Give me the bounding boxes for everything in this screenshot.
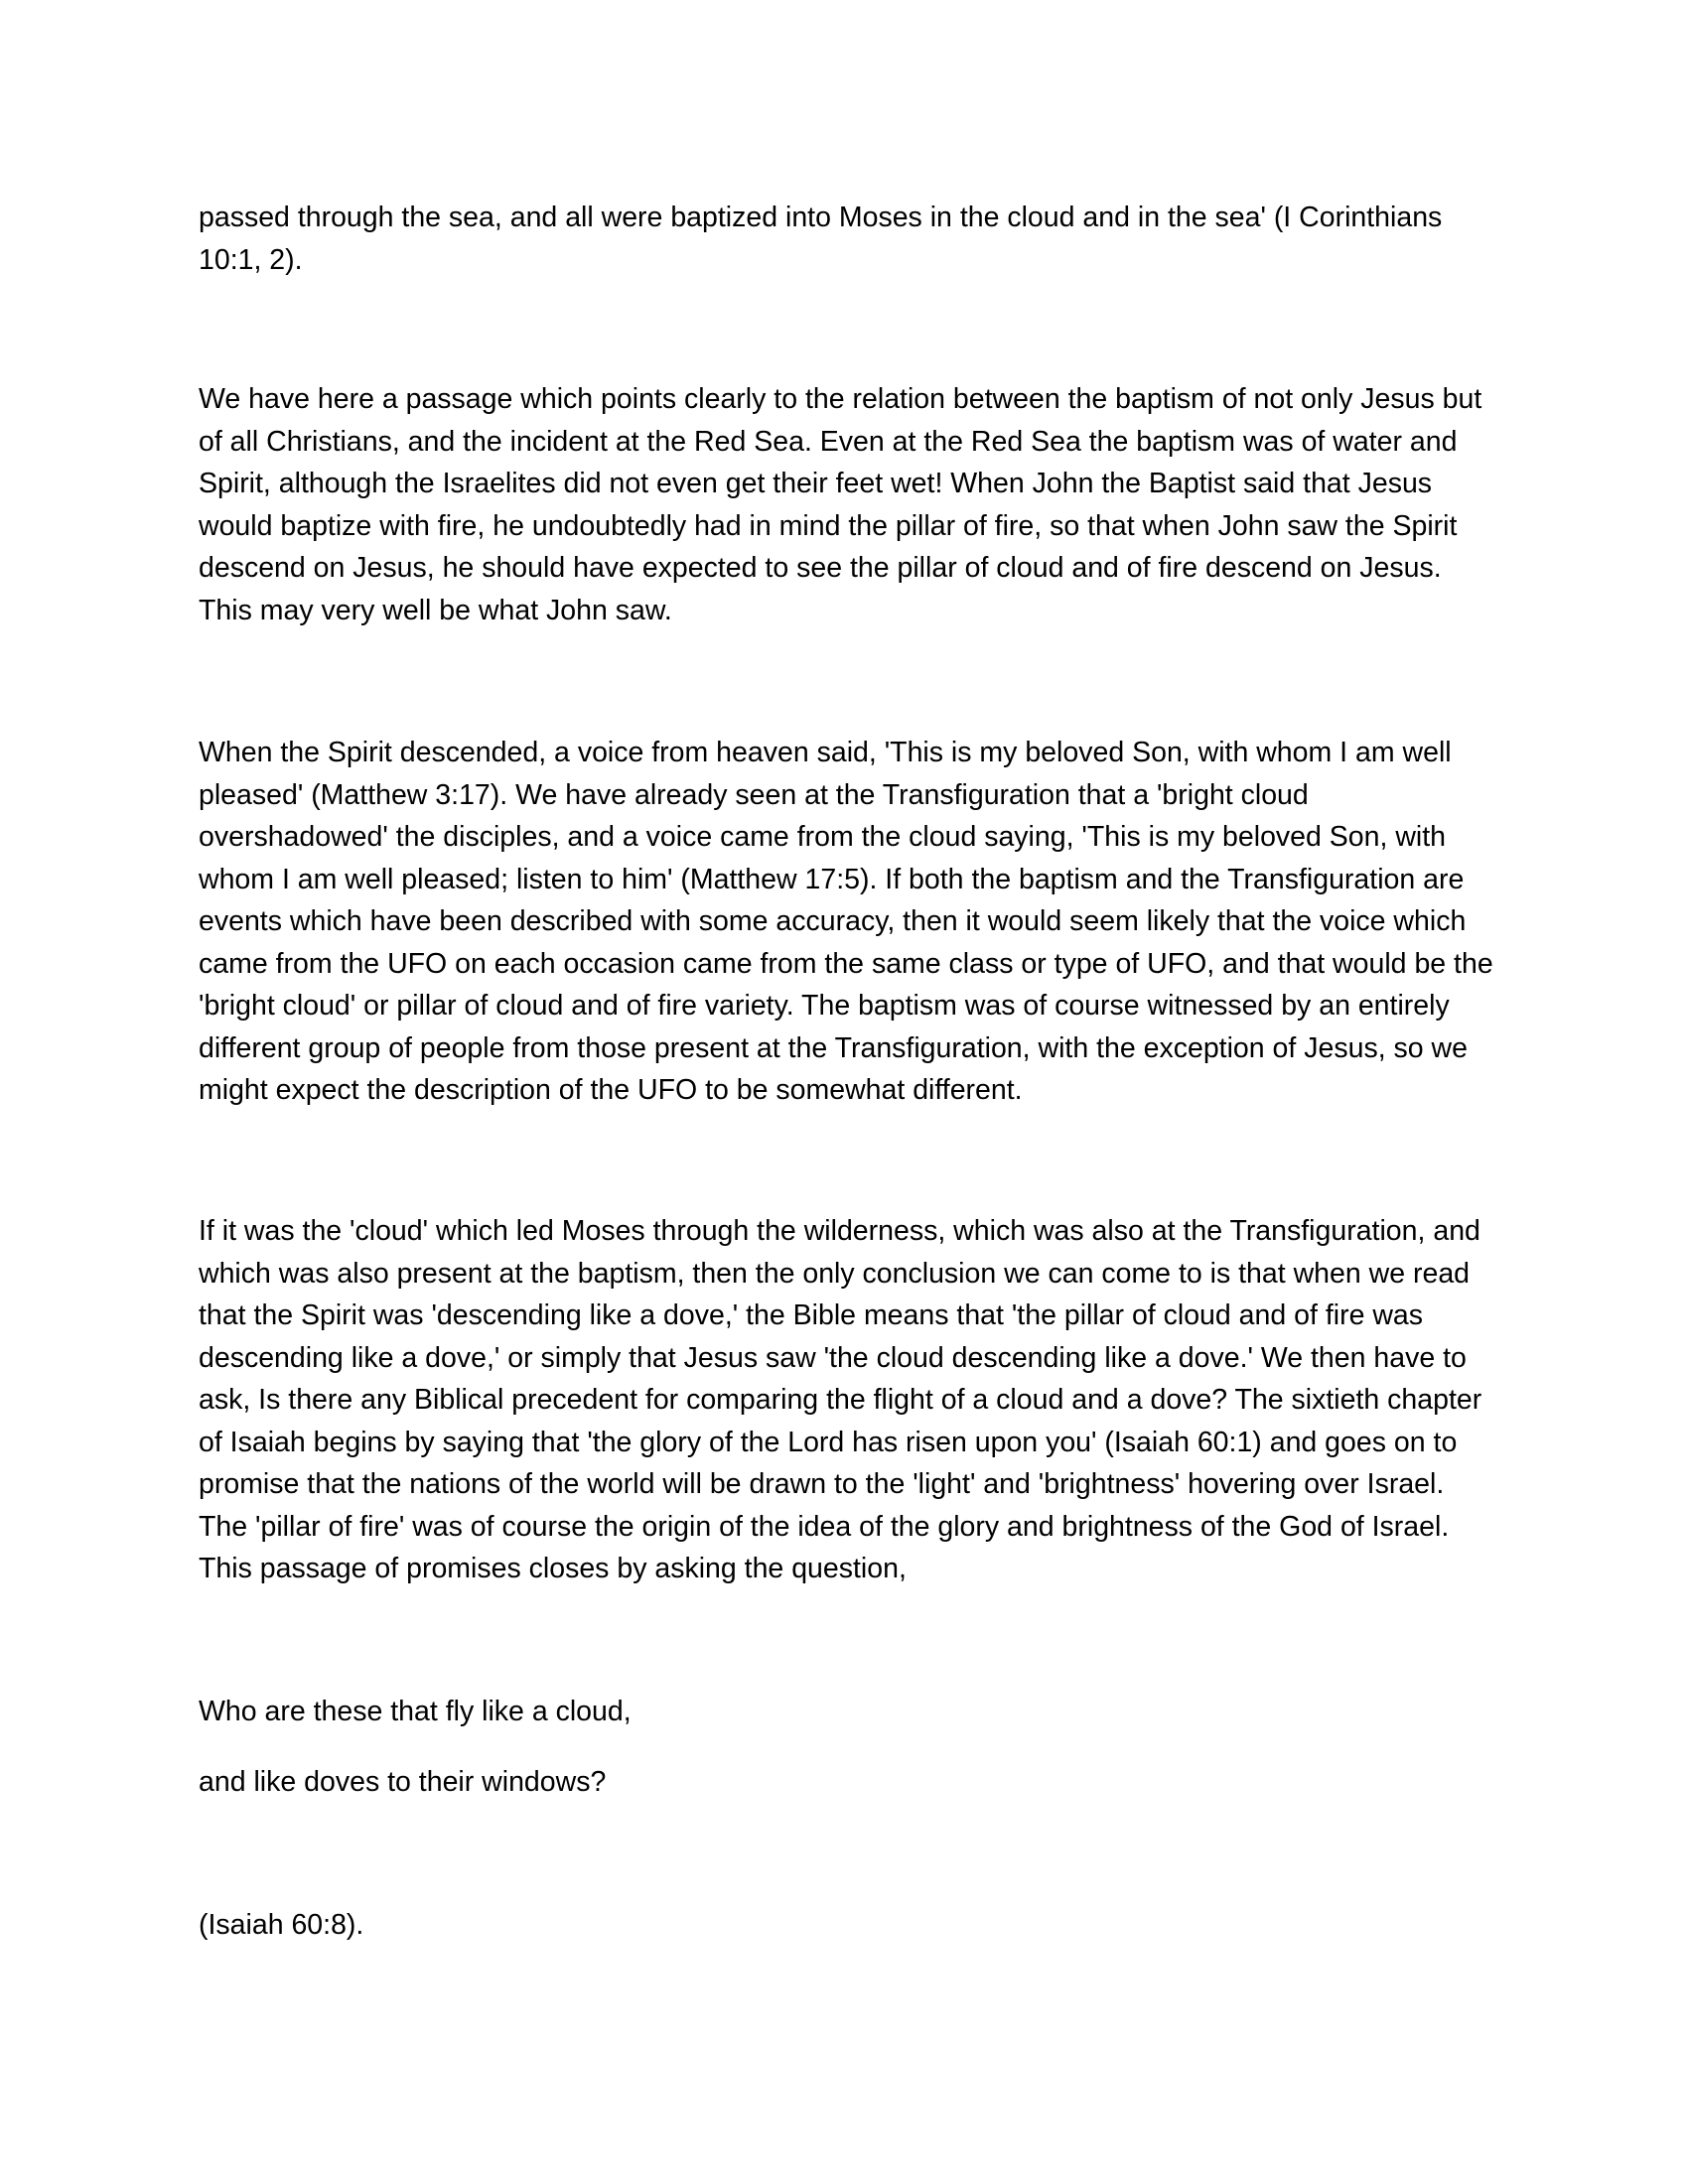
paragraph-red-sea-baptism: We have here a passage which points clearly to the relation between the baptism of not only Jesus but of all Christians, and the incident at the Red Sea. Even at the Red Sea the baptism was of water and Spirit, although the Israelites did not even get their feet wet! When John the Baptist said that Jesus would baptize with fire, he undoubtedly had in mind the pillar of fire, so that when John saw the Spirit descend on Jesus, he should have expected to see the pillar of cloud and of fire descend on Jesus. This may very well be what John saw. — [199, 383, 1482, 626]
verse-citation: (Isaiah 60:8). — [199, 1909, 364, 1941]
verse-line-2: and like doves to their windows? — [199, 1766, 607, 1798]
paragraph-cloud-like-dove: If it was the 'cloud' which led Moses through the wilderness, which was also at the Transfiguration, and which was also present at the baptism, then the only conclusion we can come to is that when we read that the Spirit was 'descending like a dove,' the Bible means that 'the pillar of cloud and of fire was descending like a dove,' or simply that Jesus saw 'the cloud descending like a dove.' We then have to ask, Is there any Biblical precedent for comparing the flight of a cloud and a dove? The sixtieth chapter of Isaiah begins by saying that 'the glory of the Lord has risen upon you' (Isaiah 60:1) and goes on to promise that the nations of the world will be drawn to the 'light' and 'brightness' hovering over Israel. The 'pillar of fire' was of course the origin of the idea of the glory and brightness of the God of Israel. This passage of promises closes by asking the question, — [199, 1215, 1482, 1584]
verse-line-1: Who are these that fly like a cloud, — [199, 1696, 632, 1727]
paragraph-corinthians-quote: passed through the sea, and all were baptized into Moses in the cloud and in the sea' (I Corinthians 10:1, 2). — [199, 202, 1443, 276]
paragraph-voice-from-heaven: When the Spirit descended, a voice from heaven said, 'This is my beloved Son, with whom I am well pleased' (Matthew 3:17). We have already seen at the Transfiguration that a 'bright cloud overshadowed' the disciples, and a voice came from the cloud saying, 'This is my beloved Son, with whom I am well pleased; listen to him' (Matthew 17:5). If both the baptism and the Transfiguration are events which have been described with some accuracy, then it would seem likely that the voice which came from the UFO on each occasion came from the same class or type of UFO, and that would be the 'bright cloud' or pillar of cloud and of fire variety. The baptism was of course witnessed by an entirely different group of people from those present at the Transfiguration, with the exception of Jesus, so we might expect the description of the UFO to be somewhat different. — [199, 737, 1493, 1106]
